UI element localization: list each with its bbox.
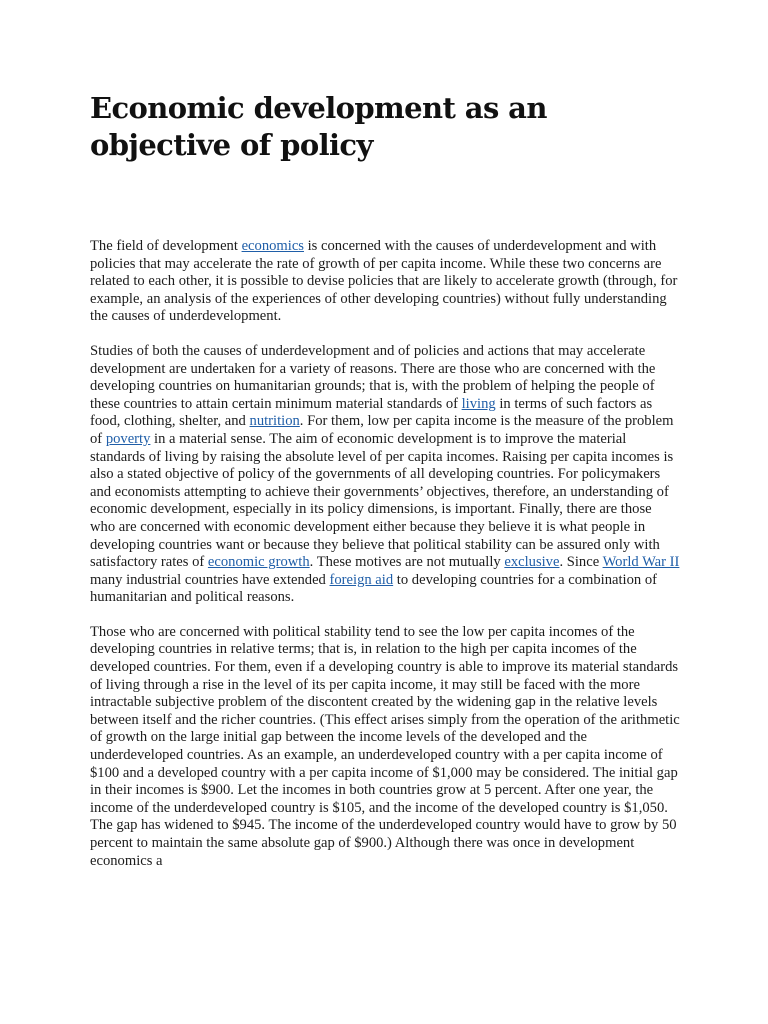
paragraph-text: . For them, low per capita income is the measure of the problem of <box>90 413 674 447</box>
article-title: Economic development as an objective of policy <box>90 91 547 162</box>
link-nutrition[interactable]: nutrition <box>249 413 300 430</box>
link-exclusive[interactable]: exclusive <box>504 554 560 571</box>
paragraph-text: to developing countries for a combination of humanitarian and political reasons. <box>90 571 657 606</box>
paragraph-text: Studies of both the causes of underdevelopment and of policies and actions that may accelerate development are undertaken for a variety of reasons. There are those who are concerned with the developing countries on humanitarian grounds; that is, with the problem of helping the people of these countries to attain certain minimum material standards of <box>90 342 656 412</box>
link-economics[interactable]: economics <box>241 238 304 254</box>
link-world-war-ii[interactable]: World War II <box>602 554 680 571</box>
paragraph <box>90 238 680 326</box>
paragraph-text: Those who are concerned with political stability tend to see the low per capita incomes of the developing countries in relative terms; that is, in relation to the high per capita incomes of the developed countries. For them, even if a developing country is able to improve its material standards of living through a rise in the level of its per capita income, it may still be faced with the more intractable subjective problem of the discontent created by the widening gap in the relative levels between itself and the richer countries. (This effect arises simply from the operation of the arithmetic of growth on the large initial gap between the income levels of the developed and the underdeveloped countries. As an example, an underdeveloped country with a per capita income of $100 and a developed country with a per capita income of $1,000 may be considered. The initial gap in their incomes is $900. Let the incomes in both countries grow at 5 percent. After one year, the income of the underdeveloped country is $105, and the income of the developed country is $1,050. The gap has widened to $945. The income of the underdeveloped country would have to grow by 50 percent to maintain the same absolute gap of $900.) Although there was once in development economics a <box>90 623 680 869</box>
article-body <box>90 238 680 870</box>
paragraph-text: is concerned with the causes of underdevelopment and with policies that may accelerate the rate of growth of per capita income. While these two concerns are related to each other, it is possible to devise policies that are likely to accelerate growth (through, for example, an analysis of the experiences of other developing countries) without fully understanding the causes of underdevelopment. <box>90 238 678 325</box>
link-economic-growth[interactable]: economic growth <box>207 554 310 571</box>
paragraph-text: The field of development <box>90 238 242 254</box>
paragraph-text: in terms of such factors as food, clothing, shelter, and <box>90 395 653 430</box>
paragraph <box>90 624 680 870</box>
paragraph-text: . Since <box>559 554 603 571</box>
link-foreign-aid[interactable]: foreign aid <box>329 571 394 588</box>
paragraph-text: in a material sense. The aim of economic development is to improve the material standards of living by raising the absolute level of per capita incomes. Raising per capita incomes is also a stated objective of policy of the governments of all developing countries. For policymakers and economists attempting to achieve their governments’ objectives, therefore, an understanding of economic development, especially in its policy dimensions, is important. Finally, there are those who are concerned with economic development either because they believe it is what people in developing countries want or because they believe that political stability can be assured only with satisfactory rates of <box>90 430 674 571</box>
paragraph <box>90 343 680 607</box>
article <box>90 90 680 887</box>
link-living[interactable]: living <box>461 395 496 412</box>
link-poverty[interactable]: poverty <box>105 430 151 447</box>
paragraph-text: . These motives are not mutually <box>309 554 505 571</box>
paragraph-text: many industrial countries have extended <box>90 571 330 588</box>
